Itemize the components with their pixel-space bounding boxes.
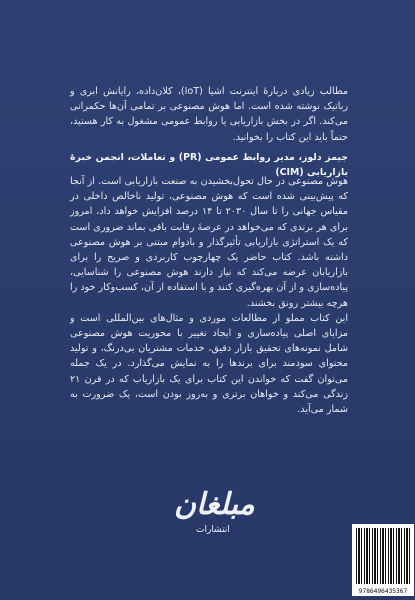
endorsement-quote: [70, 84, 348, 145]
publisher-logo: [172, 487, 255, 548]
book-description: [70, 174, 348, 417]
endorsement-text: مطالب زیادی دربارهٔ اینترنت اشیا (IoT)، کلان‌داده، رایانش ابری و رباتیک نوشته شده است. اما هوش مصنوعی بر تمامی آن‌ها حکمرانی می‌کند. اگر در بخش بازاریابی یا روابط عمومی مشغول به کار هستید، حتماً باید این کتاب را بخوانید.: [70, 86, 348, 143]
endorser-name: جیمز دلوز، مدیر روابط عمومی (PR) و تعاملات، انجمن خبرهٔ بازاریابی (CIM): [70, 152, 348, 179]
publisher-logo-subtitle: انتشارات: [196, 525, 230, 535]
barcode-digits: 9786496435367: [358, 588, 408, 595]
publisher-logo-script: مبلغان: [174, 487, 255, 522]
isbn-barcode: [352, 524, 414, 596]
description-paragraph-2: این کتاب مملو از مطالعات موردی و مثال‌های بین‌المللی است و مزایای اصلی پیاده‌سازی و ایجاد تغییر با محوریت هوش مصنوعی شامل نمونه‌های تحقیق بازار دقیق، خدمات مشتریان بی‌درنگ، و تولید محتوای سودمند برای برندها را به نمایش می‌گذارد. در یک جمله می‌توان گفت که خواندن این کتاب برای یک بازاریاب که در قرن ۲۱ زندگی می‌کند و خواهان برتری و به‌روز بودن است، یک ضرورت به شمار می‌آید.: [70, 312, 348, 416]
description-paragraph-1: هوش مصنوعی در حال تحول‌بخشیدن به صنعت بازاریابی است. از آنجا که پیش‌بینی شده است که هوش مصنوعی، تولید ناخالص داخلی در مقیاس جهانی را تا سال ۲۰۳۰ تا ۱۴ درصد افزایش خواهد داد، امروز برای هر برندی که می‌خواهد در عرصهٔ رقابت باقی بماند ضروری است که یک استراتژی بازاریابی تأثیرگذار و بادوام مبتنی بر هوش مصنوعی داشته باشد. کتاب حاضر یک چهارچوب کاربردی و صریح را برای بازاریابان عرضه می‌کند که نیاز دارند هوش مصنوعی را شناسایی، پیاده‌سازی و از آن بهره‌گیری کنند و با استفاده از آن، کسب‌وکار خود را هرچه بیشتر رونق بخشند.: [69, 176, 348, 309]
barcode-bars: [356, 528, 410, 584]
